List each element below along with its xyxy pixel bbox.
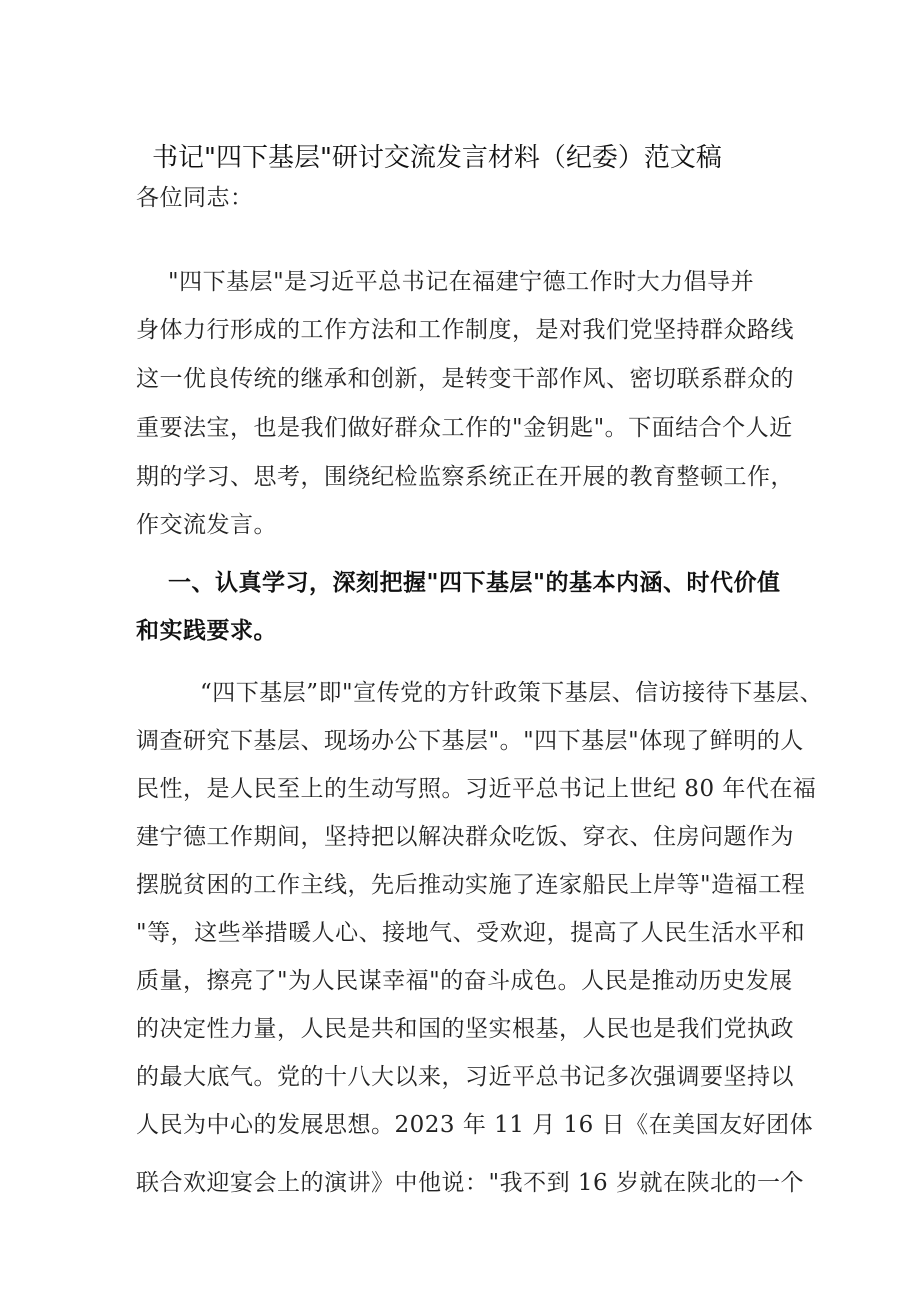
paragraph-line: “四下基层”即"宣传党的方针政策下基层、信访接待下基层、 [200, 680, 824, 706]
paragraph-line: 身体力行形成的工作方法和工作制度，是对我们党坚持群众路线 [136, 317, 794, 343]
paragraph-line: 这一优良传统的继承和创新，是转变干部作风、密切联系群众的 [136, 366, 794, 392]
paragraph-line: 调查研究下基层、现场办公下基层"。"四下基层"体现了鲜明的人 [136, 728, 804, 754]
document-title: 书记"四下基层"研讨交流发言材料（纪委）范文稿 [152, 143, 722, 173]
paragraph-line: "四下基层"是习近平总书记在福建宁德工作时大力倡导并 [168, 269, 755, 295]
paragraph-line: 民性，是人民至上的生动写照。习近平总书记上世纪 80 年代在福 [136, 776, 817, 802]
paragraph-line: 期的学习、思考，围绕纪检监察系统正在开展的教育整顿工作， [136, 464, 794, 490]
paragraph-line: 联合欢迎宴会上的演讲》中他说："我不到 16 岁就在陕北的一个 [136, 1170, 804, 1196]
section-heading: 一、认真学习，深刻把握"四下基层"的基本内涵、时代价值 [168, 570, 781, 596]
paragraph-line: 质量，擦亮了"为人民谋幸福"的奋斗成色。人民是推动历史发展 [136, 968, 793, 994]
paragraph-line: "等，这些举措暖人心、接地气、受欢迎，提高了人民生活水平和 [136, 920, 806, 946]
paragraph-line: 人民为中心的发展思想。2023 年 11 月 16 日《在美国友好团体 [136, 1112, 814, 1138]
paragraph-line: 的决定性力量，人民是共和国的坚实根基，人民也是我们党执政 [136, 1016, 794, 1042]
paragraph-line: 作交流发言。 [136, 512, 277, 538]
paragraph-line: 建宁德工作期间，坚持把以解决群众吃饭、穿衣、住房问题作为 [136, 824, 794, 850]
paragraph-line: 重要法宝，也是我们做好群众工作的"金钥匙"。下面结合个人近 [136, 415, 793, 441]
section-heading: 和实践要求。 [136, 618, 277, 644]
salutation: 各位同志： [136, 185, 254, 211]
paragraph-line: 的最大底气。党的十八大以来，习近平总书记多次强调要坚持以 [136, 1064, 794, 1090]
paragraph-line: 摆脱贫困的工作主线，先后推动实施了连家船民上岸等"造福工程 [136, 872, 806, 898]
